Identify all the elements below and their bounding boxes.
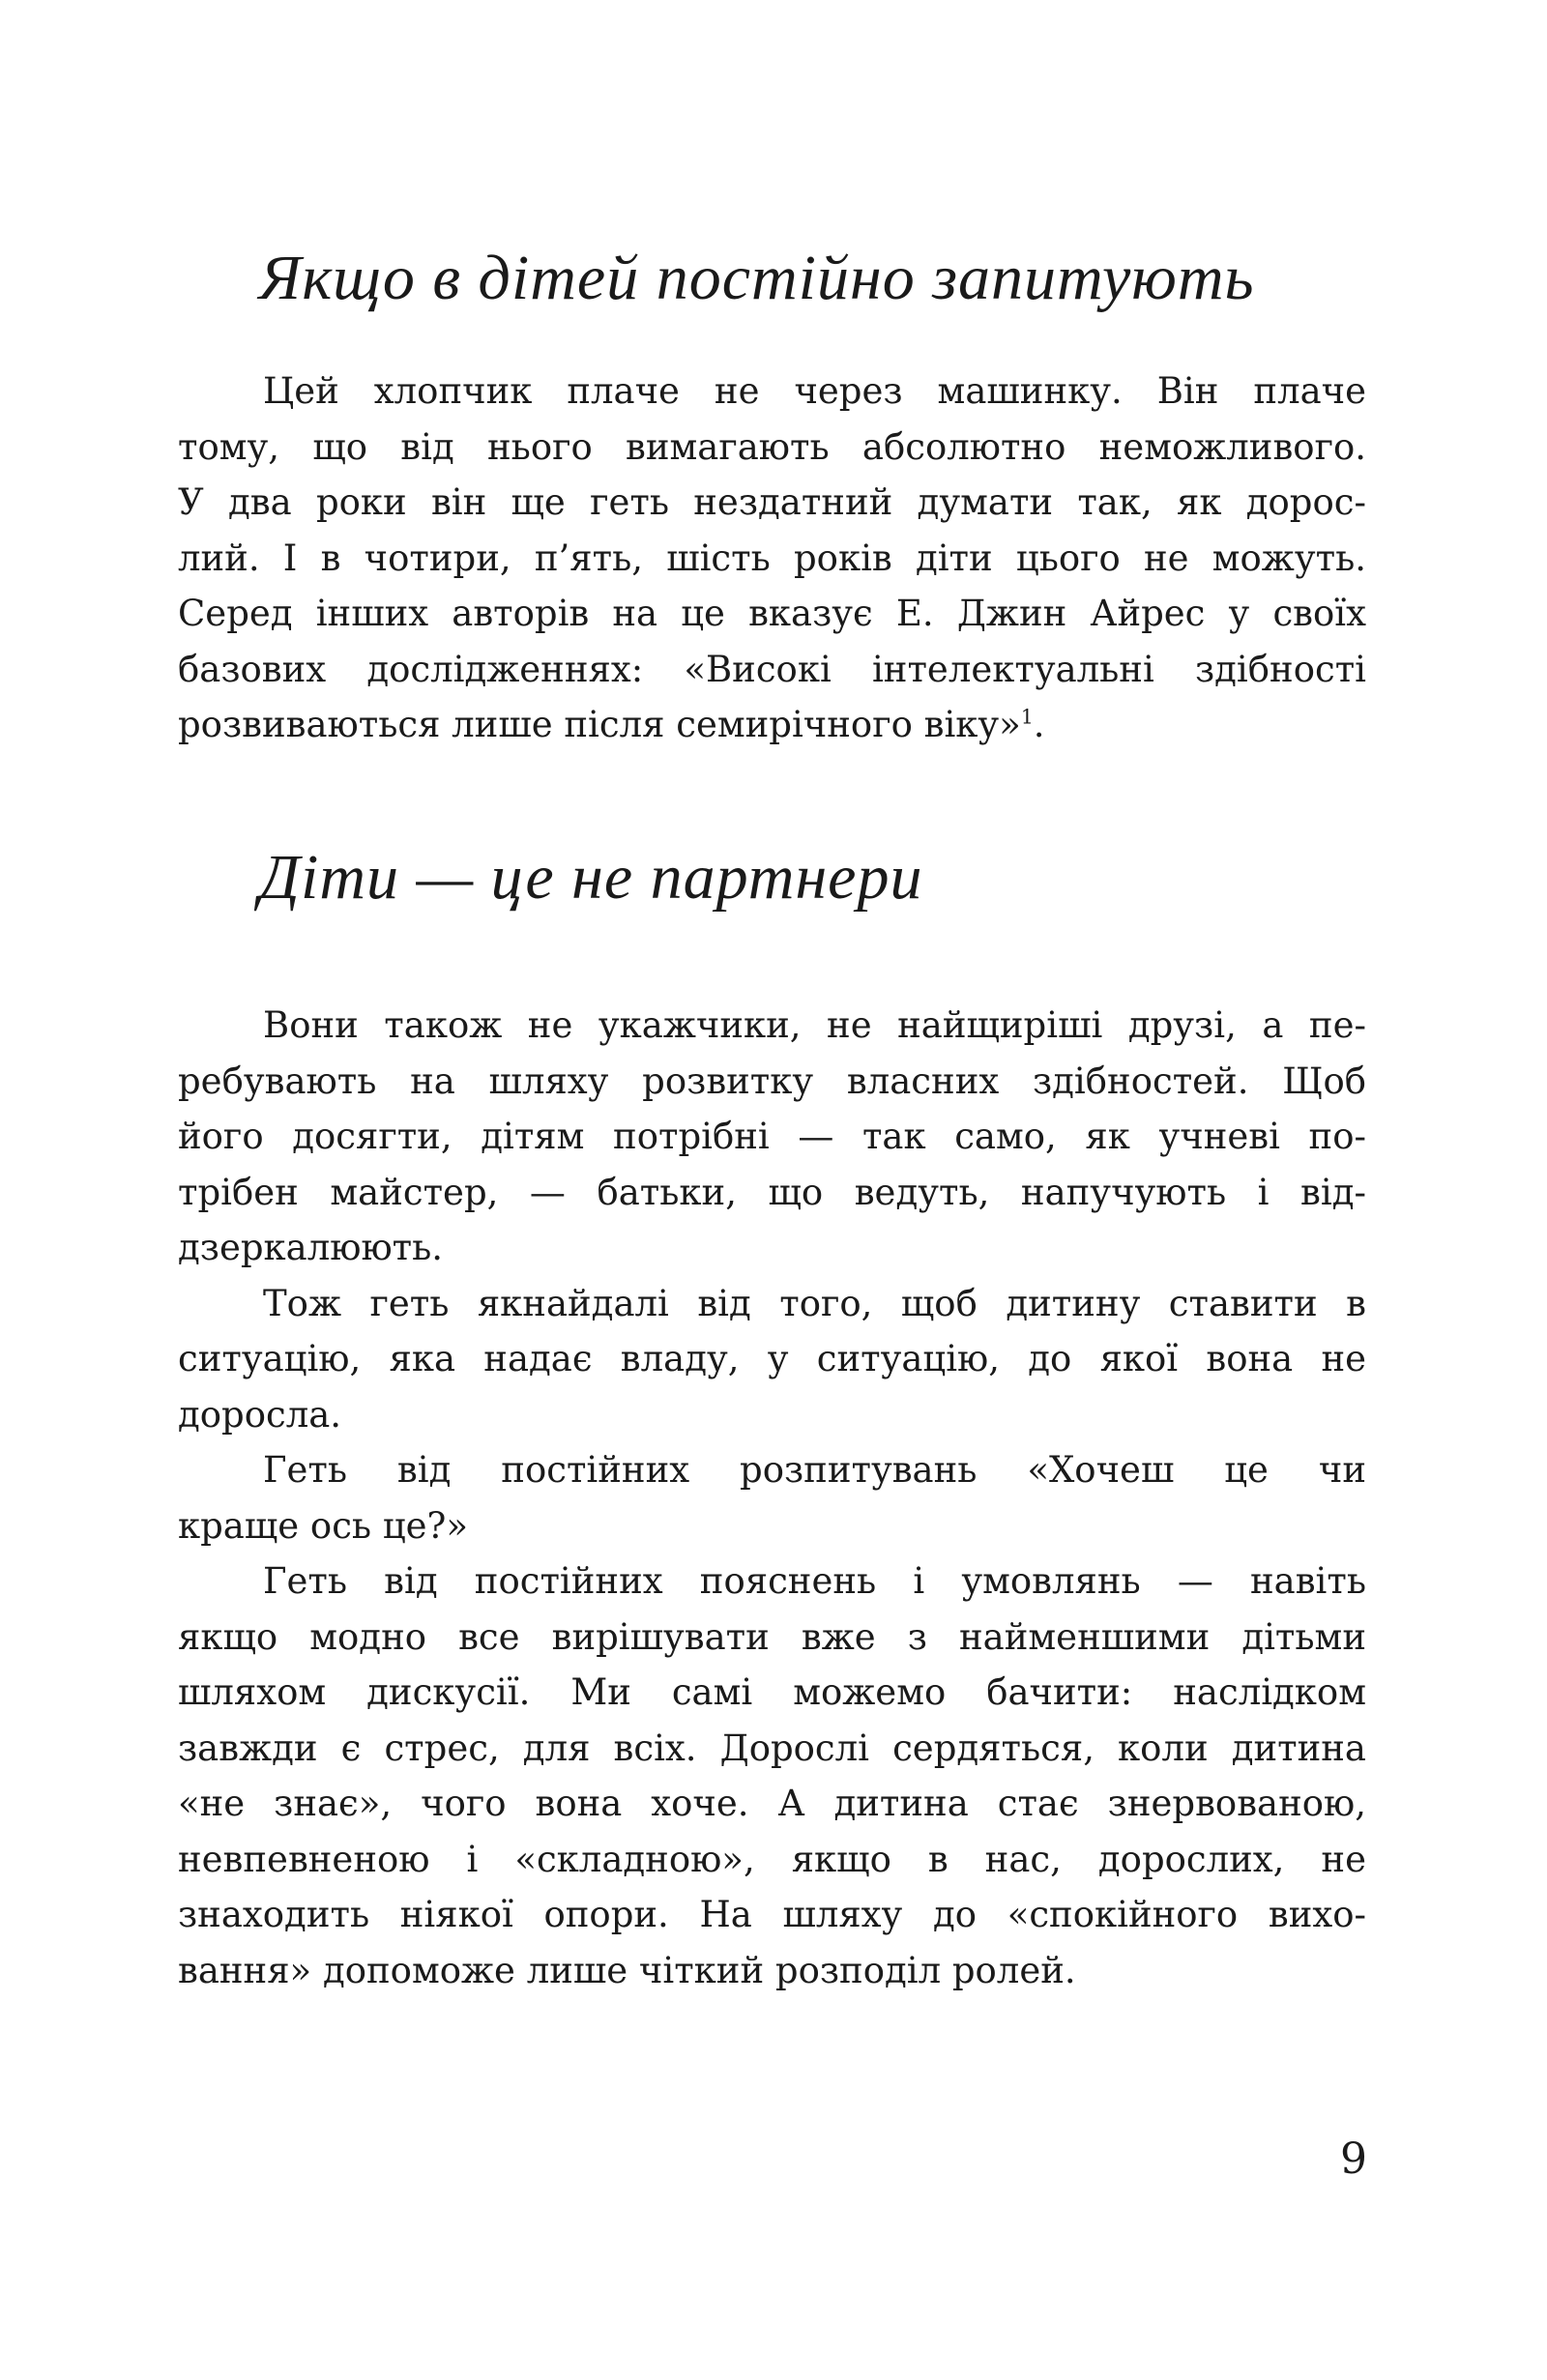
text-line: доросла. bbox=[178, 1393, 342, 1436]
text-line: ребувають на шляху розвитку власних здібностей. Щоб bbox=[178, 1059, 1366, 1102]
text-line: розвиваються лише після семирічного віку» bbox=[178, 704, 1021, 745]
body-paragraph bbox=[178, 998, 1366, 1276]
body-paragraph bbox=[178, 1553, 1366, 1998]
text-line: У два роки він ще геть нездатний думати так, як дорос- bbox=[178, 481, 1366, 523]
text-line: лий. І в чотири, п’ять, шість років діти цього не можуть. bbox=[178, 537, 1366, 579]
text-line: «не знає», чого вона хоче. А дитина стає знервованою, bbox=[178, 1783, 1366, 1824]
text-line: якщо модно все вирішувати вже з найменшими дітьми bbox=[178, 1615, 1366, 1658]
section-heading: Якщо в дітей постійно запитують bbox=[259, 243, 1255, 313]
text-line: Вони також не укажчики, не найщиріші друзі, а пе- bbox=[263, 1004, 1366, 1046]
section-not-partners bbox=[178, 839, 1366, 1998]
text-line: шляхом дискусії. Ми самі можемо бачити: наслідком bbox=[178, 1671, 1366, 1713]
text-line: завжди є стрес, для всіх. Дорослі сердяться, коли дитина bbox=[178, 1727, 1366, 1769]
text-line: Серед інших авторів на це вказує Е. Джин Айрес у своїх bbox=[178, 593, 1366, 634]
body-paragraph bbox=[178, 363, 1366, 753]
text-line: вання» допоможе лише чіткий розподіл ролей. bbox=[178, 1949, 1076, 1991]
text-line: Геть від постійних розпитувань «Хочеш це чи bbox=[263, 1449, 1366, 1491]
body-paragraph bbox=[178, 1276, 1366, 1443]
page-number: 9 bbox=[1340, 2134, 1367, 2184]
footnote-reference[interactable]: 1 bbox=[1020, 705, 1034, 729]
text-line: тому, що від нього вимагають абсолютно неможливого. bbox=[178, 425, 1366, 468]
text-line: Геть від постійних пояснень і умовлянь — навіть bbox=[263, 1560, 1366, 1602]
text-line: невпевненою і «складною», якщо в нас, дорослих, не bbox=[178, 1838, 1366, 1880]
text-line: трібен майстер, — батьки, що ведуть, напучують і від- bbox=[178, 1171, 1366, 1213]
text-line: краще ось це?» bbox=[178, 1504, 468, 1547]
text-line: ситуацію, яка надає владу, у ситуацію, до якої вона не bbox=[178, 1338, 1366, 1379]
text-line-with-footnote bbox=[178, 697, 1366, 753]
section-questioning bbox=[178, 240, 1366, 753]
body-paragraph bbox=[178, 1442, 1366, 1553]
section-heading: Діти — це не партнери bbox=[259, 842, 923, 913]
text-line: його досягти, дітям потрібні — так само, як учневі по- bbox=[178, 1116, 1366, 1157]
text-line: Тож геть якнайдалі від того, щоб дитину ставити в bbox=[263, 1282, 1366, 1324]
text-line: знаходить ніякої опори. На шляху до «спокійного вихо- bbox=[178, 1894, 1366, 1935]
trailing-punctuation: . bbox=[1033, 704, 1045, 745]
text-line: дзеркалюють. bbox=[178, 1227, 444, 1268]
text-line: Цей хлопчик плаче не через машинку. Він плаче bbox=[263, 370, 1366, 412]
text-line: базових дослідженнях: «Високі інтелектуальні здібності bbox=[178, 648, 1366, 690]
section-body bbox=[178, 998, 1366, 1998]
